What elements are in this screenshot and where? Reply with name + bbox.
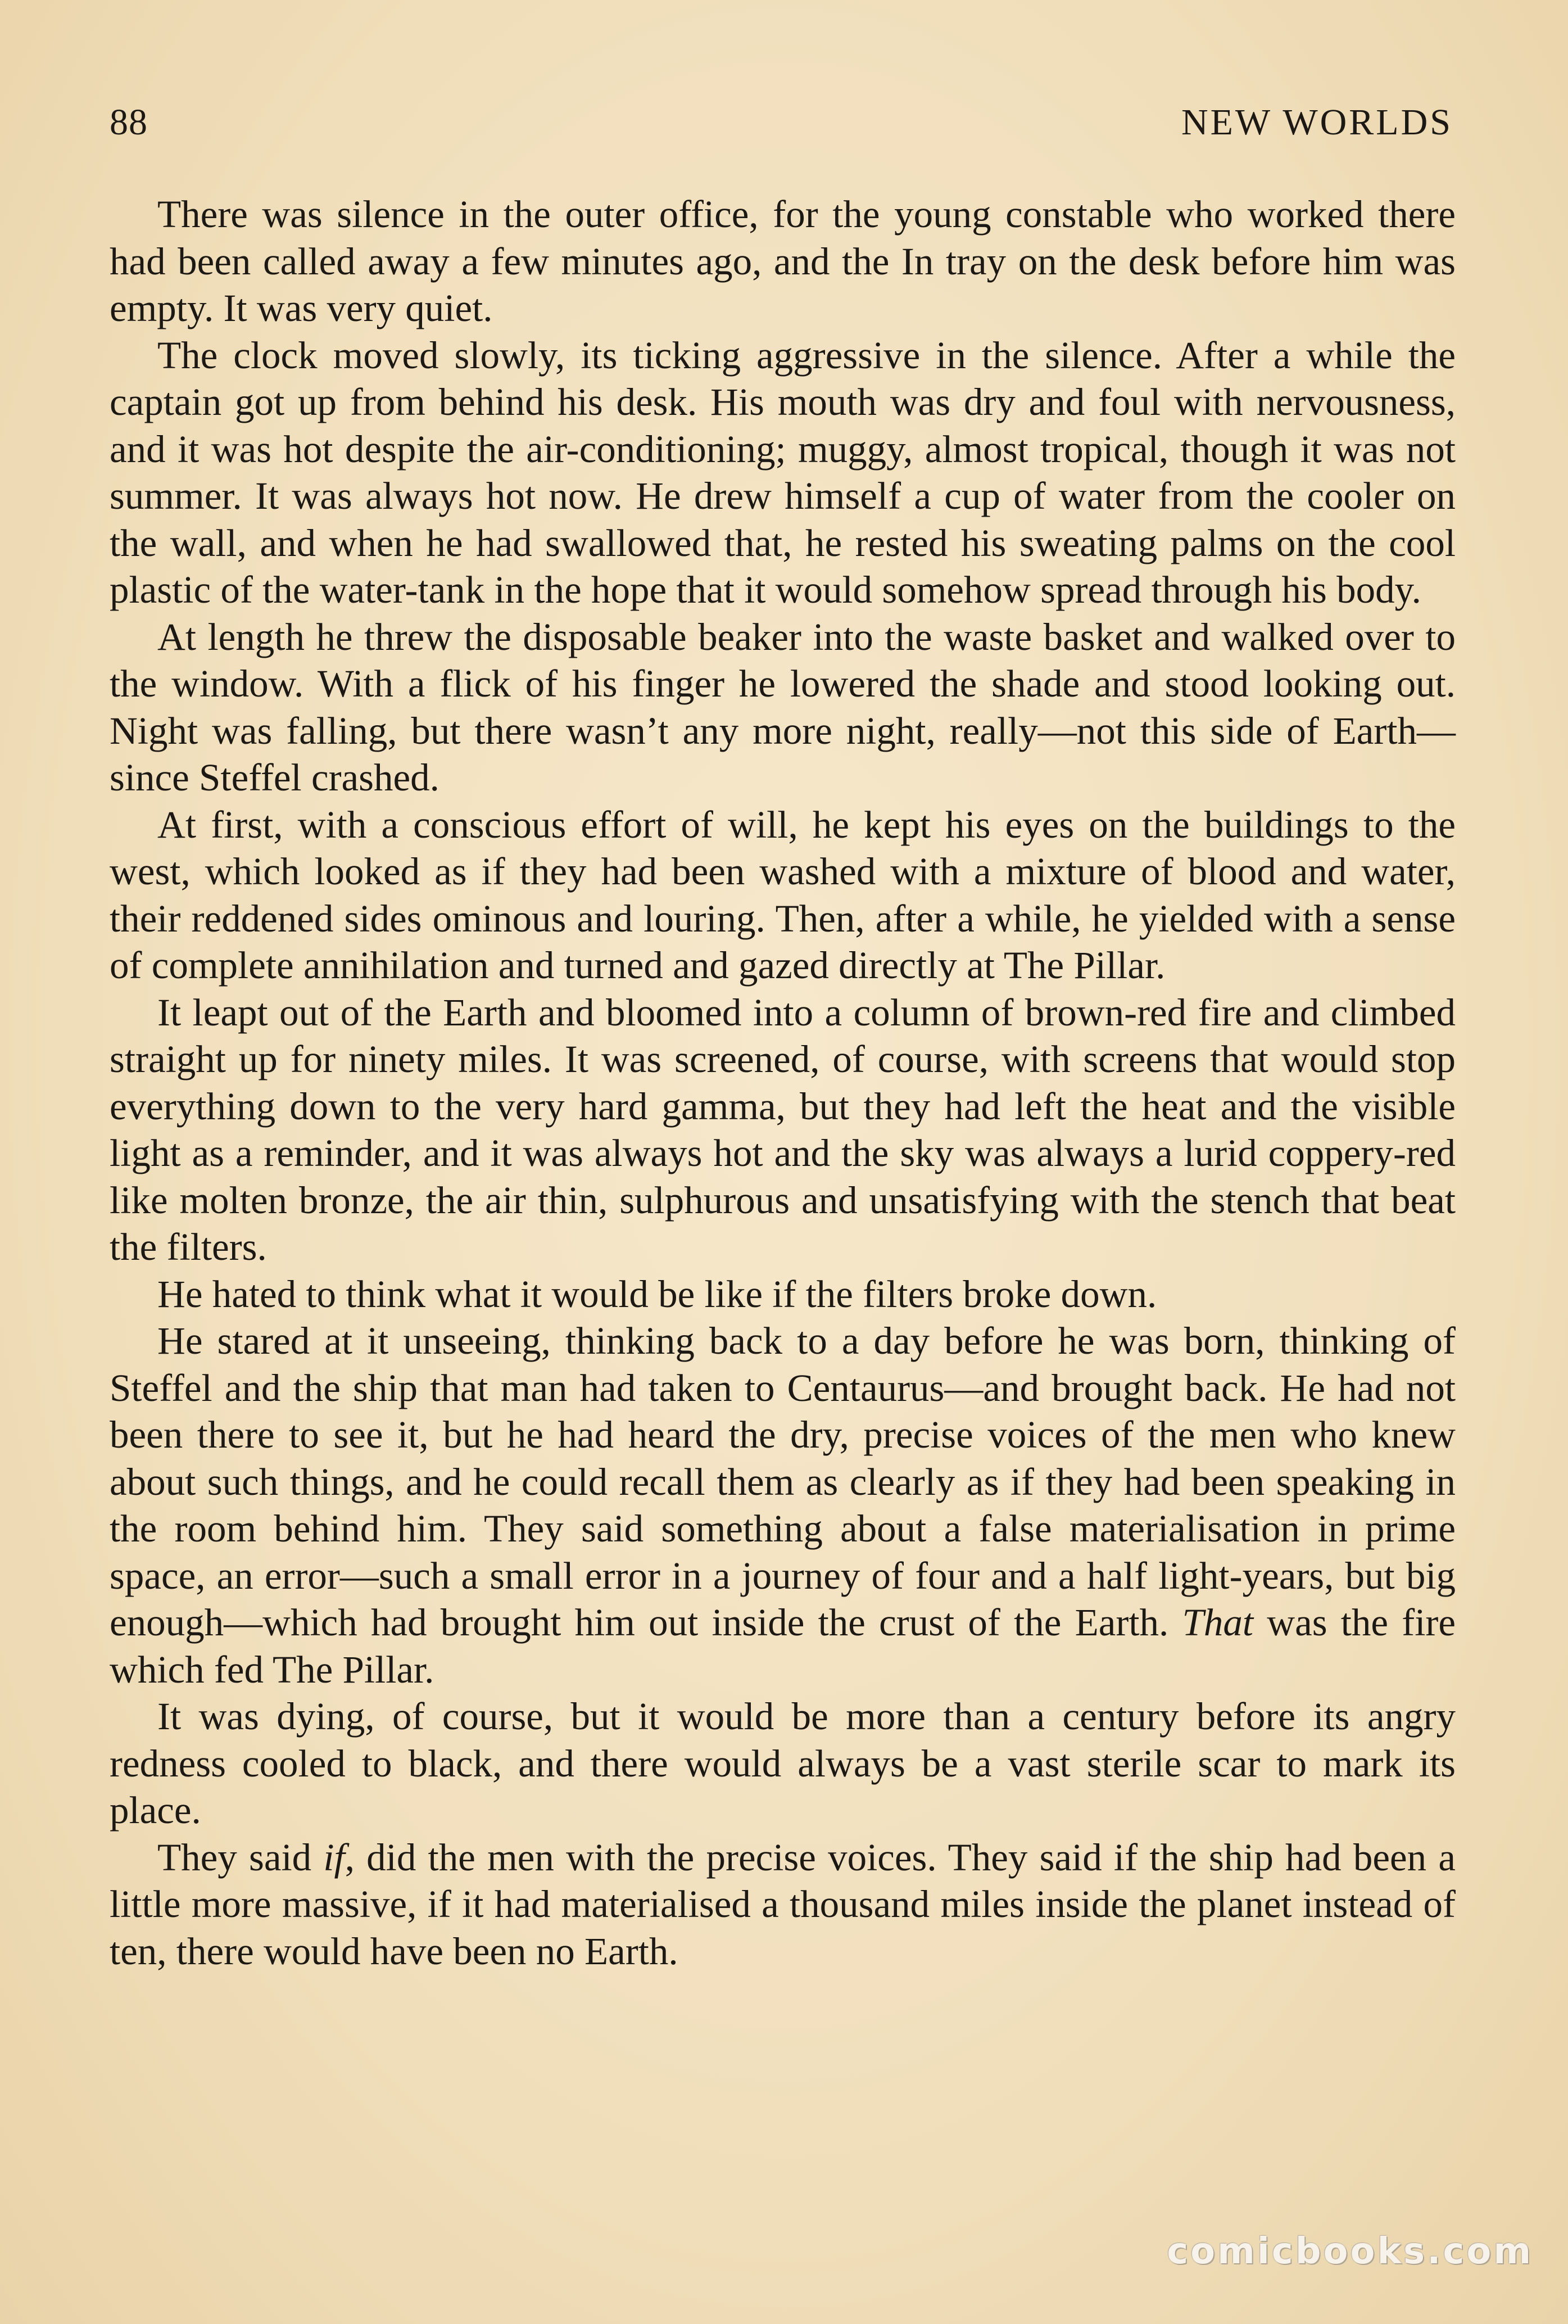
- story-text: [110, 191, 1456, 1975]
- paragraph: He hated to think what it would be like if the filters broke down.: [157, 1272, 1157, 1315]
- paragraph-text: He stared at it unseeing, thinking back to a day before he was born, thinking of Steffel and the ship that man had taken to Centaurus—and brought back. He had not been there to see it, but he had heard the dry, precise voices of the men who knew about such things, and he could recall them as clearly as if they had been speaking in the room behind him. They said something about a false materialisation in prime space, an error—such a small error in a journey of four and a half light-years, but big enough—which had brought him out inside the crust of the Earth.: [110, 1319, 1456, 1644]
- paragraph-with-emphasis: [110, 1834, 1456, 1975]
- paragraph: It leapt out of the Earth and bloomed into a column of brown-red fire and climbed straight up for ninety miles. It was screened, of course, with screens that would stop everything down to the very hard gamma, but they had left the heat and the visible light as a reminder, and it was always hot and the sky was always a lurid coppery-red like molten bronze, the air thin, sulphurous and unsatisfying with the stench that beat the filters.: [110, 991, 1456, 1268]
- emphasis-if: if: [323, 1835, 345, 1879]
- paragraph: It was dying, of course, but it would be more than a century before its angry redness cooled to black, and there would always be a vast sterile scar to mark its place.: [110, 1695, 1456, 1832]
- paragraph-with-emphasis: [110, 1318, 1456, 1693]
- paragraph: At first, with a conscious effort of will, he kept his eyes on the buildings to the west, which looked as if they had been washed with a mixture of blood and water, their reddened sides ominous and louring. Then, after a while, he yielded with a sense of complete annihilation and turned and gazed directly at The Pillar.: [110, 803, 1456, 987]
- paragraph-comma: ,: [345, 1835, 367, 1879]
- page-header: [110, 101, 1453, 152]
- paragraph-lead: They said: [157, 1835, 324, 1879]
- page-number: 88: [110, 102, 148, 143]
- site-watermark: comicbooks.com: [1167, 2231, 1533, 2272]
- paragraph: There was silence in the outer office, for the young constable who worked there had been called away a few minutes ago, and the In tray on the desk before him was empty. It was very quiet.: [110, 193, 1456, 329]
- paragraph: At length he threw the disposable beaker into the waste basket and walked over to the window. With a flick of his finger he lowered the shade and stood looking out. Night was falling, but there wasn’t any more night, really—not this side of Earth—since Steffel crashed.: [110, 615, 1456, 799]
- paragraph-text: did the men with the precise voices. They said if the ship had been a little more massive, if it had materialised a thousand miles inside the planet instead of ten, there would have been no Earth.: [110, 1835, 1456, 1973]
- running-head: NEW WORLDS: [1181, 102, 1453, 143]
- paragraph-tail: was the fire which fed The Pillar.: [110, 1601, 1456, 1691]
- emphasis-that: That: [1182, 1601, 1254, 1644]
- paragraph: The clock moved slowly, its ticking aggressive in the silence. After a while the captain got up from behind his desk. His mouth was dry and foul with nervousness, and it was hot despite the air-conditioning; muggy, almost tropical, though it was not summer. It was always hot now. He drew himself a cup of water from the cooler on the wall, and when he had swallowed that, he rested his sweating palms on the cool plastic of the water-tank in the hope that it would somehow spread through his body.: [110, 333, 1456, 611]
